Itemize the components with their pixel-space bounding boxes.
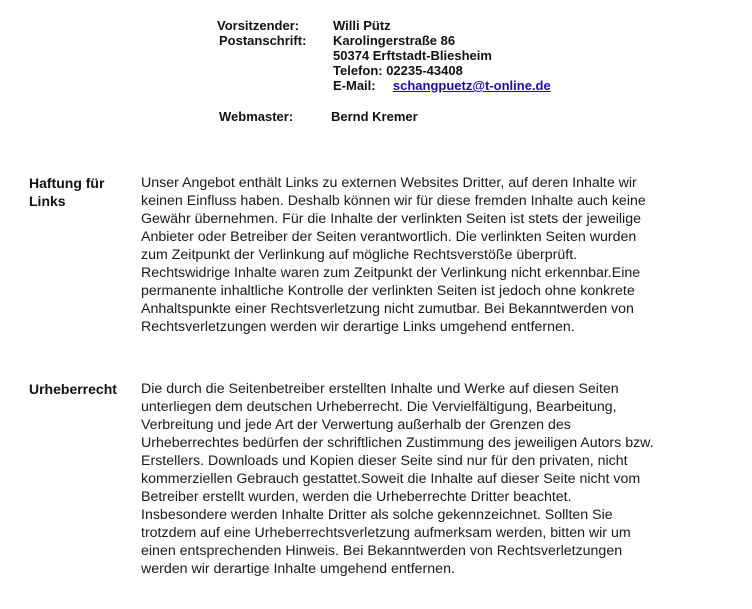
contact-block [0,0,752,130]
section-body [141,174,661,336]
webmaster-name: Bernd Kremer [331,109,418,124]
telephone: Telefon: 02235-43408 [333,63,463,78]
email-row [333,78,551,93]
section-title: Urheberrecht [29,381,117,397]
chairman-name: Willi Pütz [333,18,391,33]
webmaster-label: Webmaster: [219,109,294,124]
section-paragraph: Unser Angebot enthält Links zu externen Websites Dritter, auf deren Inhalte wir keinen Einfluss haben. Deshalb können wir für diese fremden Inhalte auch keine Gewähr übernehmen. Für die Inhalte der verlinkten Seiten ist stets der jeweilige Anbieter oder Betreiber der Seiten verantwortlich. Die verlinkten Seiten wurden zum Zeitpunkt der Verlinkung auf mögliche Rechtsverstöße überprüft. Rechtswidrige Inhalte waren zum Zeitpunkt der Verlinkung nicht erkennbar.Eine permanente inhaltliche Kontrolle der verlinkten Seiten ist jedoch ohne konkrete Anhaltspunkte einer Rechtsverletzung nicht zumutbar. Bei Bekanntwerden von Rechtsverletzungen werden wir derartige Links umgehend entfernen. [141,175,646,335]
section-paragraph: Die durch die Seitenbetreiber erstellten Inhalte und Werke auf diesen Seiten unterliegen dem deutschen Urheberrecht. Die Vervielfältigung, Bearbeitung, Verbreitung und jede Art der Verwertung außerhalb der Grenzen des Urheberrechtes bedürfen der schriftlichen Zustimmung des jeweiligen Autors bzw. Erstellers. Downloads und Kopien dieser Seite sind nur für den privaten, nicht kommerziellen Gebrauch gestattet.Soweit die Inhalte auf dieser Seite nicht vom Betreiber erstellt wurden, werden die Urheberrechte Dritter beachtet. Insbesondere werden Inhalte Dritter als solche gekennzeichnet. Sollten Sie trotzdem auf eine Urheberrechtsverletzung aufmerksam werden, bitten wir um einen entsprechenden Hinweis. Bei Bekanntwerden von Rechtsverletzungen werden wir derartige Inhalte umgehend entfernen. [141,381,654,577]
postal-address-label: Postanschrift: [219,33,307,48]
email-link[interactable]: schangpuetz@t-online.de [392,78,551,93]
chairman-label: Vorsitzender: [217,18,300,33]
section-title: Haftung für Links [29,175,105,209]
postal-city: 50374 Erftstadt-Bliesheim [333,48,492,63]
email-label: E-Mail: [333,78,376,93]
street-address: Karolingerstraße 86 [333,33,456,48]
section-body [141,380,661,578]
